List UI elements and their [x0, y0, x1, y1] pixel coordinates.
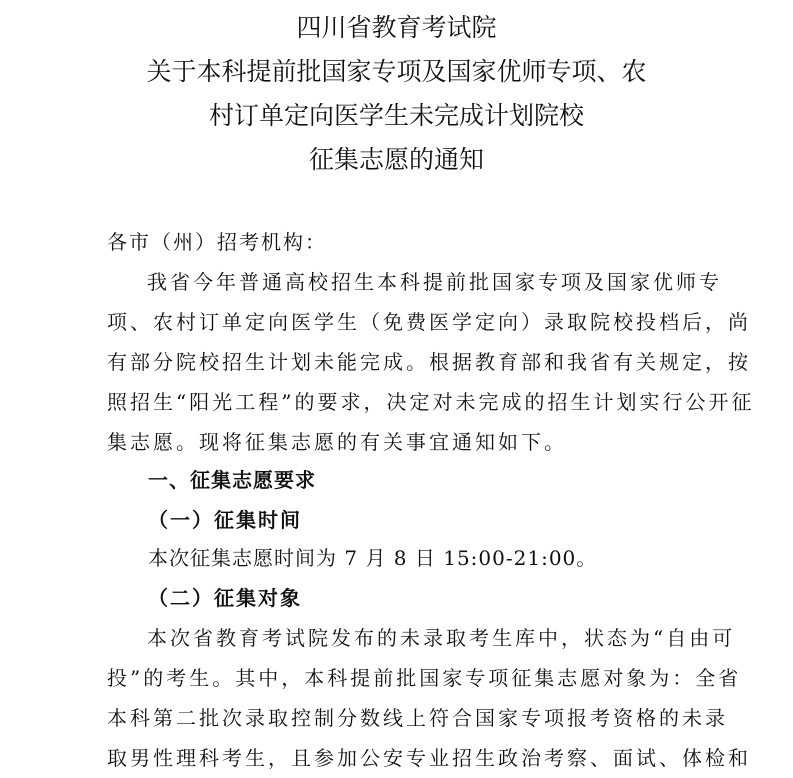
document-title: [0, 6, 793, 182]
time-text: 本次征集志愿时间为 7 月 8 日 15:00-21:00。: [148, 546, 598, 570]
title-line-3: 村订单定向医学生未完成计划院校: [208, 101, 584, 130]
title-line-2: 关于本科提前批国家专项及国家优师专项、农: [146, 57, 647, 86]
section-heading-1: 一、征集志愿要求: [148, 468, 316, 492]
subsection-heading-time: （一）征集时间: [148, 508, 302, 532]
target-line: 投”的考生。其中，本科提前批国家专项征集志愿对象为：全省: [107, 666, 742, 690]
intro-line: 项、农村订单定向医学生（免费医学定向）录取院校投档后，尚: [107, 310, 751, 334]
intro-line: 照招生“阳光工程”的要求，决定对未完成的招生计划实行公开征: [107, 390, 755, 414]
title-line-1: 四川省教育考试院: [296, 13, 497, 42]
intro-line: 我省今年普通高校招生本科提前批国家专项及国家优师专: [147, 270, 722, 294]
target-line: 本科第二批次录取控制分数线上符合国家专项报考资格的未录: [107, 706, 728, 730]
paragraph-intro: [107, 262, 755, 462]
salutation: 各市（州）招考机构：: [107, 230, 327, 254]
subsection-heading-target: （二）征集对象: [148, 586, 302, 610]
paragraph-target: [107, 618, 751, 778]
target-line: 本次省教育考试院发布的未录取考生库中，状态为“自由可: [147, 626, 736, 650]
title-line-4: 征集志愿的通知: [308, 145, 484, 174]
intro-line: 集志愿。现将征集志愿的有关事宜通知如下。: [107, 430, 567, 454]
target-line: 取男性理科考生，且参加公安专业招生政治考察、面试、体检和: [107, 746, 751, 770]
intro-line: 有部分院校招生计划未能完成。根据教育部和我省有关规定，按: [107, 350, 751, 374]
